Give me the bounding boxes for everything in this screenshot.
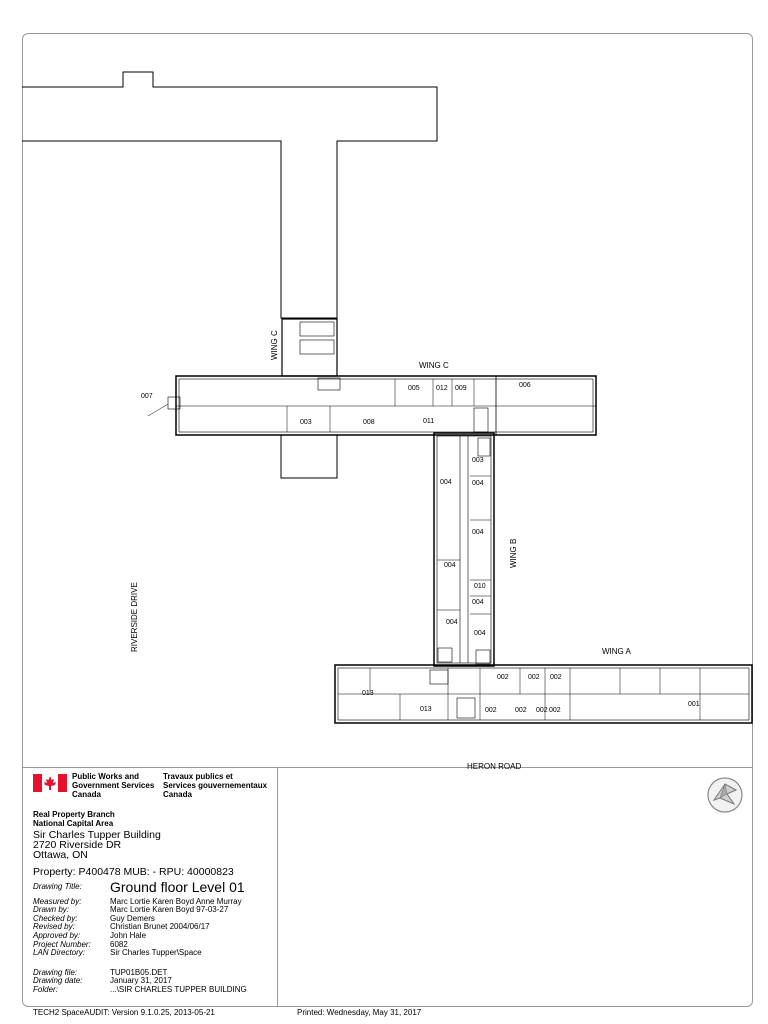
wing-c-stub <box>281 435 337 478</box>
org-french-line: Services gouvernementaux <box>163 781 268 790</box>
room-label: 013 <box>362 690 374 697</box>
room-label: 012 <box>436 385 448 392</box>
field-value: ...\SIR CHARLES TUPPER BUILDING <box>110 985 247 994</box>
room-label: 002 <box>549 707 561 714</box>
field-label: Drawn by: <box>33 905 70 914</box>
org-french-line: Canada <box>163 790 192 799</box>
field-label: Drawing file: <box>33 968 78 977</box>
org-english-line: Canada <box>72 790 101 799</box>
north-arrow-icon <box>706 776 744 814</box>
field-value: 6082 <box>110 940 128 949</box>
field-value: January 31, 2017 <box>110 976 172 985</box>
room-label: 004 <box>444 562 456 569</box>
room-label: 002 <box>515 707 527 714</box>
field-label: Folder: <box>33 985 58 994</box>
room-label: 005 <box>408 385 420 392</box>
field-label: Approved by: <box>33 931 81 940</box>
field-value: TUP01B05.DET <box>110 968 168 977</box>
room-label: 003 <box>472 457 484 464</box>
field-value: Guy Demers <box>110 914 155 923</box>
room-label: 002 <box>485 707 497 714</box>
wing-c-vertical-label: WING C <box>270 330 279 360</box>
wing-c-block <box>176 376 596 435</box>
field-label: Checked by: <box>33 914 78 923</box>
room-label: 004 <box>472 599 484 606</box>
drawing-title: Ground floor Level 01 <box>110 879 245 895</box>
room-label: 002 <box>536 707 548 714</box>
field-value: Sir Charles Tupper\Space <box>110 948 202 957</box>
field-value: Marc Lortie Karen Boyd Anne Murray <box>110 897 242 906</box>
wing-b-label: WING B <box>509 538 518 568</box>
room-label: 002 <box>550 674 562 681</box>
org-english-line: Public Works and <box>72 772 139 781</box>
room-label: 004 <box>446 619 458 626</box>
org-english <box>72 772 154 799</box>
heron-road-label: HERON ROAD <box>467 762 522 770</box>
field-label: Drawing date: <box>33 976 83 985</box>
field-value: Marc Lortie Karen Boyd 97-03-27 <box>110 905 229 914</box>
property-line: Property: P400478 MUB: - RPU: 40000823 <box>33 866 234 878</box>
wing-c-label: WING C <box>419 361 449 370</box>
room-label: 006 <box>519 382 531 389</box>
org-french-line: Travaux publics et <box>163 772 233 781</box>
field-label: Drawing Title: <box>33 882 82 891</box>
room-label: 001 <box>688 701 700 708</box>
field-label: Project Number: <box>33 940 91 949</box>
building-name: Sir Charles Tupper Building <box>33 829 161 841</box>
field-label: Measured by: <box>33 897 82 906</box>
field-value: Christian Brunet 2004/06/17 <box>110 922 210 931</box>
title-block-column-divider <box>277 767 278 1007</box>
room-label: 008 <box>363 419 375 426</box>
field-value: John Hale <box>110 931 147 940</box>
branch-line: Real Property Branch <box>33 810 115 819</box>
room-label: 013 <box>420 706 432 713</box>
software-version: TECH2 SpaceAUDIT: Version 9.1.0.25, 2013-05-21 <box>33 1008 215 1017</box>
org-french <box>163 772 267 799</box>
room-label: 009 <box>455 385 467 392</box>
canada-flag-icon <box>33 774 67 792</box>
room-label: 010 <box>474 583 486 590</box>
building-outline-north <box>22 72 437 318</box>
room-label: 007 <box>141 393 153 400</box>
branch-line: National Capital Area <box>33 819 114 828</box>
wing-a-label: WING A <box>602 647 631 656</box>
building-street: 2720 Riverside DR <box>33 839 122 851</box>
branch-name <box>33 810 115 828</box>
riverside-drive-label: RIVERSIDE DRIVE <box>130 582 139 652</box>
printed-date: Printed: Wednesday, May 31, 2017 <box>297 1008 422 1017</box>
building-address <box>33 830 161 860</box>
field-label: LAN Directory: <box>33 948 86 957</box>
org-english-line: Government Services <box>72 781 155 790</box>
room-label: 002 <box>528 674 540 681</box>
room-label: 002 <box>497 674 509 681</box>
field-label: Revised by: <box>33 922 75 931</box>
room-label: 004 <box>440 479 452 486</box>
room-label: 003 <box>300 419 312 426</box>
room-label: 011 <box>423 418 435 425</box>
room-label: 004 <box>472 480 484 487</box>
building-city: Ottawa, ON <box>33 849 88 861</box>
room-label: 004 <box>474 630 486 637</box>
room-label: 004 <box>472 529 484 536</box>
